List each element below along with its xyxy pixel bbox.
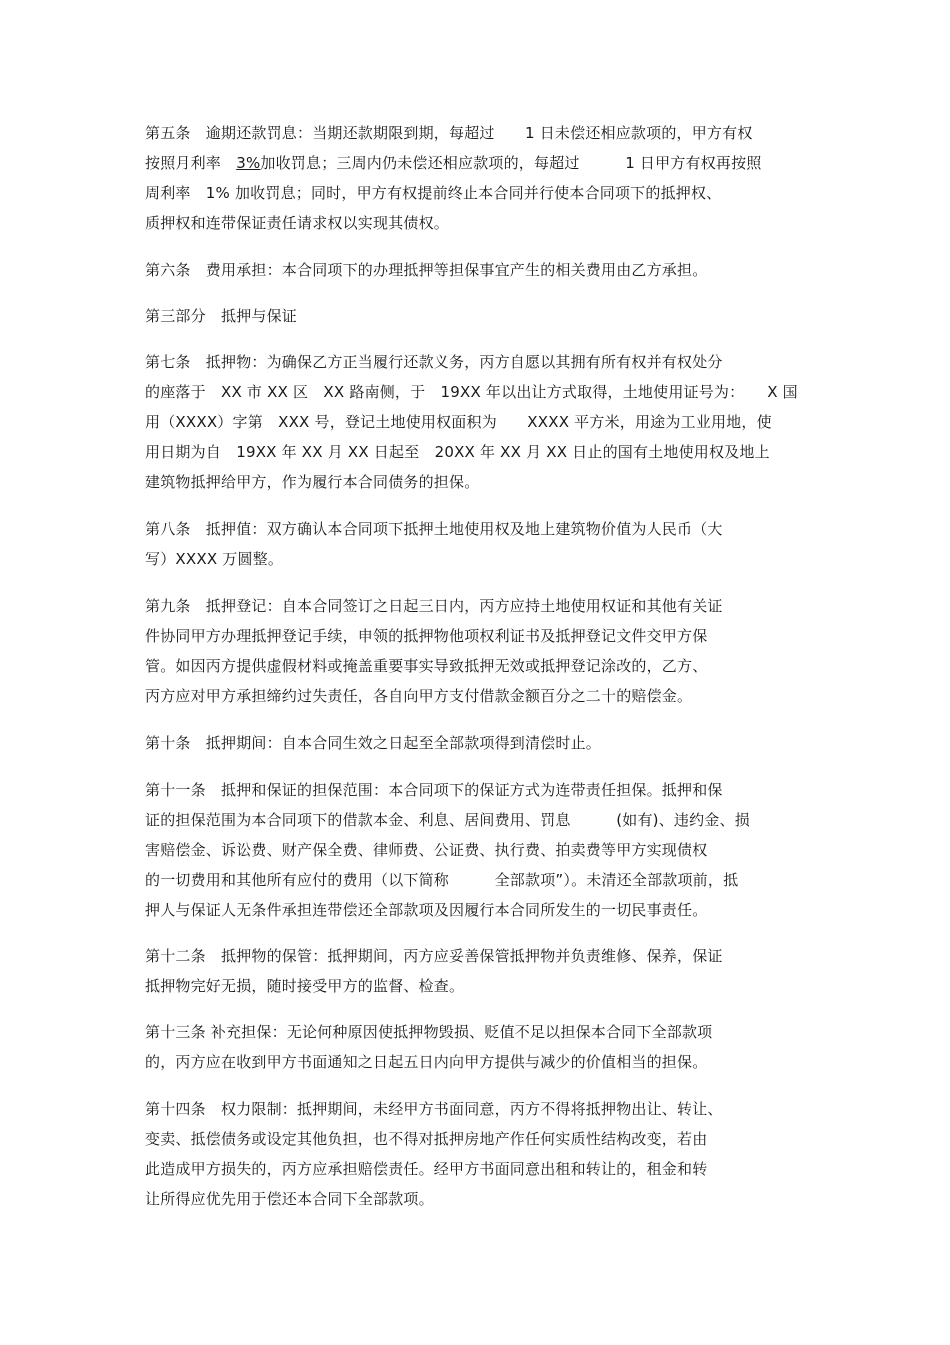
text-line: 建筑物抵押给甲方，作为履行本合同债务的担保。 xyxy=(145,473,480,491)
text-line: 第九条 抵押登记：自本合同签订之日起三日内，丙方应持土地使用权证和其他有关证 xyxy=(145,597,723,615)
text-line: 让所得应优先用于偿还本合同下全部款项。 xyxy=(145,1190,434,1208)
text-line: 件协同甲方办理抵押登记手续，申领的抵押物他项权利证书及抵押登记文件交甲方保 xyxy=(145,627,708,645)
text-line: 第十一条 抵押和保证的担保范围：本合同项下的保证方式为连带责任担保。抵押和保 xyxy=(145,781,723,799)
text-line: 第十三条 补充担保：无论何种原因使抵押物毁损、贬值不足以担保本合同下全部款项 xyxy=(145,1023,713,1041)
text-line: 第八条 抵押值：双方确认本合同项下抵押土地使用权及地上建筑物价值为人民币（大 xyxy=(145,520,723,538)
text-line: 质押权和连带保证责任请求权以实现其债权。 xyxy=(145,214,450,232)
text-line: 押人与保证人无条件承担连带偿还全部款项及因履行本合同所发生的一切民事责任。 xyxy=(145,901,708,919)
text-line: 第七条 抵押物：为确保乙方正当履行还款义务，丙方自愿以其拥有所有权并有权处分 xyxy=(145,353,723,371)
text-line: 的一切费用和其他所有应付的费用（以下简称 全部款项”）。未清还全部款项前，抵 xyxy=(145,871,739,889)
text-line: 写）XXXX 万圆整。 xyxy=(145,550,284,568)
text-line: 的，丙方应在收到甲方书面通知之日起五日内向甲方提供与减少的价值相当的担保。 xyxy=(145,1053,708,1071)
text-line: 此造成甲方损失的，丙方应承担赔偿责任。经甲方书面同意出租和转让的，租金和转 xyxy=(145,1160,708,1178)
text-line: 用（XXXX）字第 XXX 号，登记土地使用权面积为 XXXX 平方米，用途为工业用地，使 xyxy=(145,413,772,431)
text-line: 管。如因丙方提供虚假材料或掩盖重要事实导致抵押无效或抵押登记涂改的，乙方、 xyxy=(145,657,708,675)
text-line: 证的担保范围为本合同项下的借款本金、利息、居间费用、罚息 (如有)、违约金、损 xyxy=(145,811,750,829)
text-fragment: 加收罚息；三周内仍未偿还相应款项的，每超过 1 日甲方有权再按照 xyxy=(260,154,762,172)
section-heading: 第三部分 抵押与保证 xyxy=(145,307,298,325)
text-line: 第十四条 权力限制：抵押期间，未经甲方书面同意，丙方不得将抵押物出让、转让、 xyxy=(145,1100,723,1118)
interest-rate-value: 3% xyxy=(236,154,261,172)
text-line: 丙方应对甲方承担缔约过失责任，各自向甲方支付借款金额百分之二十的赔偿金。 xyxy=(145,687,693,705)
text-line: 用日期为自 19XX 年 XX 月 XX 日起至 20XX 年 XX 月 XX 日止的国有土地使用权及地上 xyxy=(145,443,770,461)
text-line xyxy=(145,153,762,173)
text-line: 害赔偿金、诉讼费、财产保全费、律师费、公证费、执行费、拍卖费等甲方实现债权 xyxy=(145,841,708,859)
text-line: 第十条 抵押期间：自本合同生效之日起至全部款项得到清偿时止。 xyxy=(145,734,602,752)
text-line: 变卖、抵偿债务或设定其他负担，也不得对抵押房地产作任何实质性结构改变，若由 xyxy=(145,1130,708,1148)
text-line: 的座落于 XX 市 XX 区 XX 路南侧，于 19XX 年以出让方式取得，土地使用证号为： X 国 xyxy=(145,383,798,401)
text-line: 抵押物完好无损，随时接受甲方的监督、检查。 xyxy=(145,977,465,995)
text-line: 第五条 逾期还款罚息：当期还款期限到期，每超过 1 日未偿还相应款项的，甲方有权 xyxy=(145,124,753,142)
text-line: 第六条 费用承担：本合同项下的办理抵押等担保事宜产生的相关费用由乙方承担。 xyxy=(145,261,708,279)
text-line: 周利率 1% 加收罚息；同时，甲方有权提前终止本合同并行使本合同项下的抵押权、 xyxy=(145,184,722,202)
text-line: 第十二条 抵押物的保管：抵押期间，丙方应妥善保管抵押物并负责维修、保养，保证 xyxy=(145,947,723,965)
text-fragment: 按照月利率 xyxy=(145,154,237,172)
